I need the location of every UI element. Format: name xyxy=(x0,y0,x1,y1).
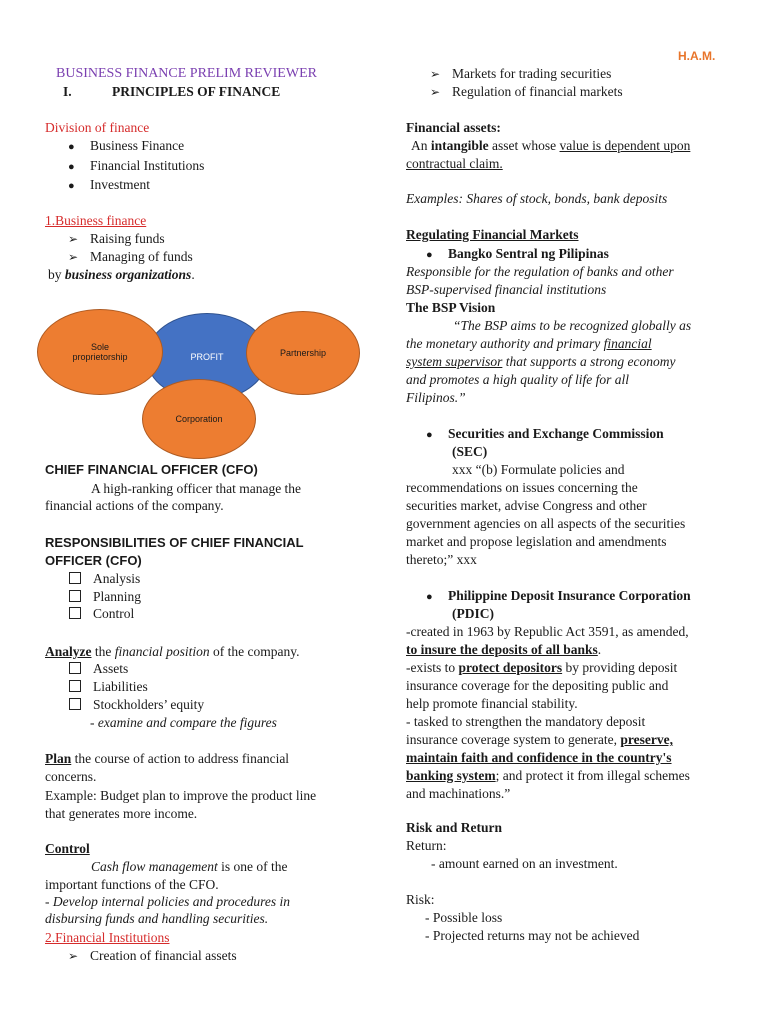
list-item: - Projected returns may not be achieved xyxy=(425,928,640,943)
bullet-icon: ● xyxy=(68,161,75,173)
sec-name: ● Securities and Exchange Commission xyxy=(426,425,664,444)
control-dev-line: - Develop internal policies and procedures in xyxy=(45,894,290,909)
pdic-text-line: insurance coverage for the depositing public and xyxy=(406,678,669,693)
list-item: Planning xyxy=(69,588,141,606)
division-heading: Division of finance xyxy=(45,120,150,135)
bsp-vision-line2: the monetary authority and primary financial xyxy=(406,336,652,351)
bsp-desc-line2: BSP-supervised financial institutions xyxy=(406,282,607,297)
bsp-desc-line: Responsible for the regulation of banks and other xyxy=(406,264,674,279)
control-line: Cash flow management is one of the xyxy=(91,859,288,874)
checkbox-icon xyxy=(69,572,81,584)
bsp-vision-line4: and promotes a high quality of life for all xyxy=(406,372,629,387)
bullet-icon: ● xyxy=(426,591,433,603)
financial-assets-heading: Financial assets: xyxy=(406,120,501,135)
return-label: Return: xyxy=(406,838,447,853)
pdic-text-line: - tasked to strengthen the mandatory deposit xyxy=(406,714,646,729)
list-item: ● Business Finance xyxy=(68,137,184,156)
cfo-heading: CHIEF FINANCIAL OFFICER (CFO) xyxy=(45,462,258,477)
plan-line2: concerns. xyxy=(45,769,97,784)
control-dev-line2: disbursing funds and handling securities. xyxy=(45,911,269,926)
list-item: Control xyxy=(69,605,134,623)
sec-text-line: xxx “(b) Formulate policies and xyxy=(452,462,625,477)
corporation-ellipse: Corporation xyxy=(142,379,256,459)
bsp-vision-line5: Filipinos.” xyxy=(406,390,466,405)
pdic-text-line: -created in 1963 by Republic Act 3591, as amended, xyxy=(406,624,689,639)
checkbox-icon xyxy=(69,662,81,674)
list-item: ➢ Regulation of financial markets xyxy=(430,84,623,99)
business-org-line: by business organizations. xyxy=(48,267,195,282)
sec-text-line: government agencies on all aspects of the securities xyxy=(406,516,686,531)
pdic-text-line: and machinations.” xyxy=(406,786,511,801)
financial-assets-def-line2: contractual claim. xyxy=(406,156,503,171)
list-item: ➢ Raising funds xyxy=(68,231,165,246)
cfo-desc-line: financial actions of the company. xyxy=(45,498,224,513)
pdic-text-line: help promote financial stability. xyxy=(406,696,578,711)
list-item: Stockholders’ equity xyxy=(69,696,204,714)
bullet-icon: ● xyxy=(426,429,433,441)
checkbox-icon xyxy=(69,607,81,619)
cfo-desc-line: A high-ranking officer that manage the xyxy=(91,481,302,496)
bsp-name: ● Bangko Sentral ng Pilipinas xyxy=(426,245,609,264)
analyze-note: - examine and compare the figures xyxy=(90,715,277,730)
pdic-text-line: insurance coverage system to generate, preserve, xyxy=(406,732,674,747)
list-item: - Possible loss xyxy=(425,910,503,925)
financial-assets-def: An intangible asset whose value is dependent upon xyxy=(411,138,691,153)
author-initials: H.A.M. xyxy=(678,49,716,63)
list-item: ➢ Markets for trading securities xyxy=(430,66,612,81)
bsp-vision-line3: system supervisor that supports a strong economy xyxy=(406,354,676,369)
financial-institutions-heading: 2.Financial Institutions xyxy=(45,930,170,945)
sole-proprietorship-ellipse: Sole proprietorship xyxy=(37,309,163,395)
checkbox-icon xyxy=(69,698,81,710)
partnership-ellipse: Partnership xyxy=(246,311,360,395)
risk-return-heading: Risk and Return xyxy=(406,820,503,835)
pdic-text-line: maintain faith and confidence in the country's xyxy=(406,750,672,765)
return-definition: - amount earned on an investment. xyxy=(431,856,618,871)
arrow-bullet-icon: ➢ xyxy=(68,949,79,963)
section-title: PRINCIPLES OF FINANCE xyxy=(112,84,281,99)
plan-line: Plan the course of action to address financial xyxy=(45,751,290,766)
arrow-bullet-icon: ➢ xyxy=(68,250,79,264)
pdic-text-line: -exists to protect depositors by providing deposit xyxy=(406,660,678,675)
bsp-vision-heading: The BSP Vision xyxy=(406,300,496,315)
bsp-vision-line: “The BSP aims to be recognized globally as xyxy=(453,318,692,333)
regulating-heading: Regulating Financial Markets xyxy=(406,227,579,242)
checkbox-icon xyxy=(69,590,81,602)
list-item: ● Investment xyxy=(68,176,150,195)
arrow-bullet-icon: ➢ xyxy=(68,232,79,246)
sec-text-line: market and propose legislation and amendments xyxy=(406,534,667,549)
pdic-name: ● Philippine Deposit Insurance Corporation xyxy=(426,587,691,606)
list-item: Assets xyxy=(69,660,128,678)
pdic-text-line: to insure the deposits of all banks. xyxy=(406,642,602,657)
list-item: ➢ Managing of funds xyxy=(68,249,193,264)
list-item: ● Financial Institutions xyxy=(68,157,204,176)
sec-text-line: thereto;” xxx xyxy=(406,552,477,567)
bullet-icon: ● xyxy=(68,180,75,192)
list-item: ➢ Creation of financial assets xyxy=(68,948,237,963)
analyze-line: Analyze the financial position of the company. xyxy=(45,644,300,659)
sec-text-line: recommendations on issues concerning the xyxy=(406,480,638,495)
profit-ellipse: PROFIT xyxy=(146,313,268,401)
plan-example-line: Example: Budget plan to improve the product line xyxy=(45,788,317,803)
sec-name-line2: (SEC) xyxy=(452,444,488,459)
bullet-icon: ● xyxy=(68,141,75,153)
sec-text-line: securities market, advise Congress and other xyxy=(406,498,647,513)
control-line2: important functions of the CFO. xyxy=(45,877,219,892)
control-heading: Control xyxy=(45,841,90,856)
document-title: BUSINESS FINANCE PRELIM REVIEWER xyxy=(56,66,317,81)
arrow-bullet-icon: ➢ xyxy=(430,85,441,99)
plan-example-line2: that generates more income. xyxy=(45,806,198,821)
checkbox-icon xyxy=(69,680,81,692)
pdic-text-line: banking system; and protect it from illegal schemes xyxy=(406,768,690,783)
business-finance-heading: 1.Business finance xyxy=(45,213,147,228)
section-number: I. xyxy=(63,84,72,99)
list-item: Liabilities xyxy=(69,678,148,696)
responsibilities-heading-line2: OFFICER (CFO) xyxy=(45,553,142,568)
pdic-name-line2: (PDIC) xyxy=(452,606,494,621)
risk-label: Risk: xyxy=(406,892,435,907)
responsibilities-heading: RESPONSIBILITIES OF CHIEF FINANCIAL xyxy=(45,535,304,550)
arrow-bullet-icon: ➢ xyxy=(430,67,441,81)
bullet-icon: ● xyxy=(426,249,433,261)
list-item: Analysis xyxy=(69,570,140,588)
financial-assets-examples: Examples: Shares of stock, bonds, bank deposits xyxy=(406,191,668,206)
